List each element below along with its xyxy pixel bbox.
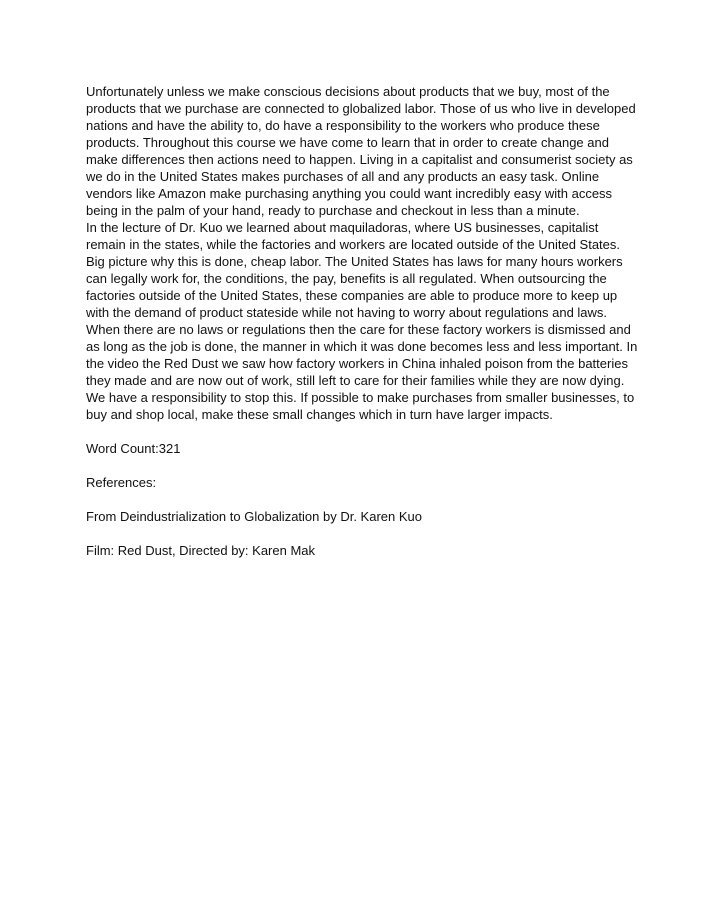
- body-line: factories outside of the United States, these companies are able to produce more to keep up: [86, 288, 618, 303]
- body-line: We have a responsibility to stop this. If possible to make purchases from smaller businesses, to: [86, 390, 635, 405]
- body-line: can legally work for, the conditions, the pay, benefits is all regulated. When outsourcing the: [86, 271, 607, 286]
- body-line: we do in the United States makes purchases of all and any products an easy task. Online: [86, 169, 600, 184]
- body-line: In the lecture of Dr. Kuo we learned about maquiladoras, where US businesses, capitalist: [86, 220, 599, 235]
- body-line: the video the Red Dust we saw how factory workers in China inhaled poison from the batteries: [86, 356, 628, 371]
- body-line: as long as the job is done, the manner in which it was done becomes less and less important. In: [86, 339, 638, 354]
- body-text: [86, 83, 646, 423]
- body-line: remain in the states, while the factories and workers are located outside of the United States.: [86, 237, 621, 252]
- references-heading: References:: [86, 475, 157, 490]
- reference-item: From Deindustrialization to Globalization by Dr. Karen Kuo: [86, 509, 422, 524]
- body-line: they made and are now out of work, still left to care for their families while they are now dying.: [86, 373, 625, 388]
- word-count: Word Count:321: [86, 441, 181, 456]
- reference-item: Film: Red Dust, Directed by: Karen Mak: [86, 543, 316, 558]
- body-line: nations and have the ability to, do have a responsibility to the workers who produce these: [86, 118, 600, 133]
- body-line: Big picture why this is done, cheap labor. The United States has laws for many hours workers: [86, 254, 623, 269]
- body-line: When there are no laws or regulations then the care for these factory workers is dismissed and: [86, 322, 631, 337]
- body-line: with the demand of product stateside while not having to worry about regulations and laws.: [86, 305, 608, 320]
- body-line: buy and shop local, make these small changes which in turn have larger impacts.: [86, 407, 553, 422]
- body-line: Unfortunately unless we make conscious decisions about products that we buy, most of the: [86, 84, 610, 99]
- body-line: products that we purchase are connected to globalized labor. Those of us who live in developed: [86, 101, 636, 116]
- body-line: make differences then actions need to happen. Living in a capitalist and consumerist society as: [86, 152, 633, 167]
- body-line: vendors like Amazon make purchasing anything you could want incredibly easy with access: [86, 186, 613, 201]
- body-line: being in the palm of your hand, ready to purchase and checkout in less than a minute.: [86, 203, 580, 218]
- document-page: [86, 83, 646, 576]
- body-line: products. Throughout this course we have come to learn that in order to create change and: [86, 135, 609, 150]
